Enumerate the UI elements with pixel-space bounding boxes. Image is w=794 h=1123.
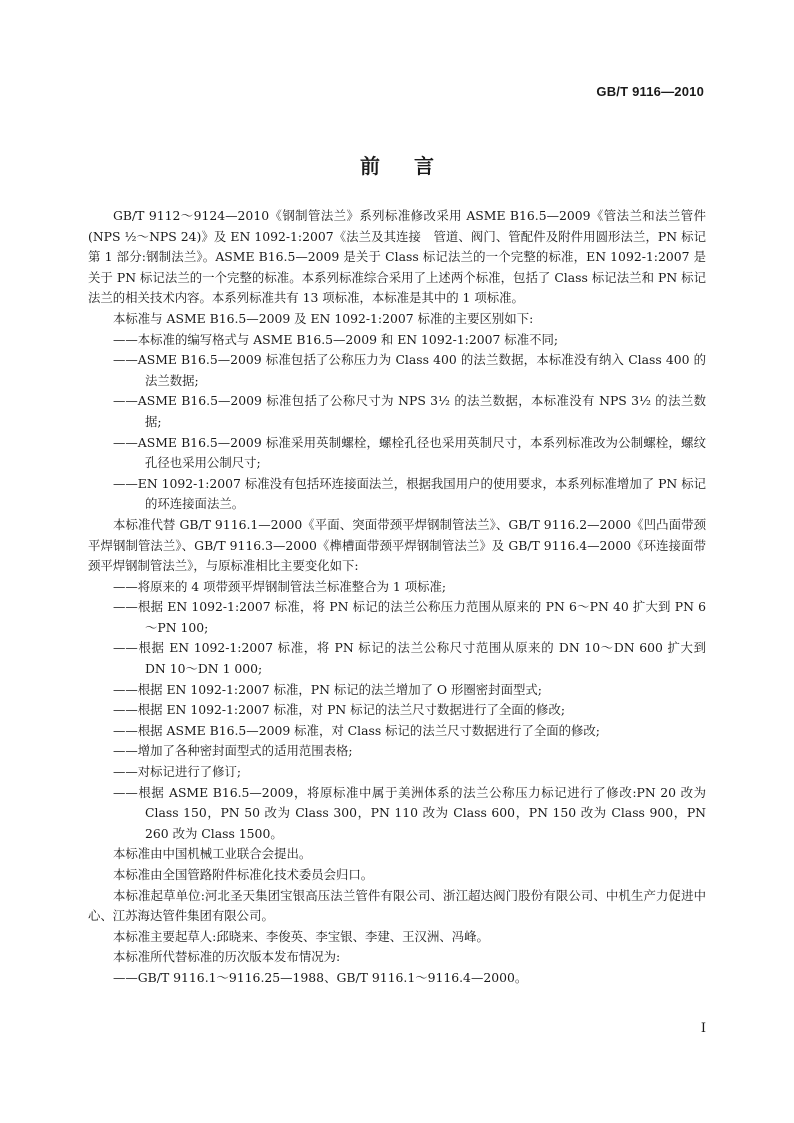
paragraph-differences: 本标准与 ASME B16.5—2009 及 EN 1092-1:2007 标准的主要区别如下: bbox=[113, 310, 534, 326]
paragraph-intro: GB/T 9112～9124—2010《钢制管法兰》系列标准修改采用 ASME B16.5—2009《管法兰和法兰管件(NPS ½～NPS 24)》及 EN 1092-1:2007《法兰及其连接 管道、阀门、管配件及附件用圆形法兰，PN 标记 第 1 部分:钢制法兰》。ASME B16.5—2009 是关于 Class 标记法兰的一个完整的标准，EN 1092-1:2007 是关于 PN 标记法兰的一个完整的标准。本系列标准综合采用了上述两个标准，包括了 Class 标记法兰和 PN 标记法兰的相关技术内容。本系列标准共有 13 项标准，本标准是其中的 1 项标准。 bbox=[88, 208, 719, 306]
list-item: ——增加了各种密封面型式的适用范围表格; bbox=[113, 743, 353, 759]
list-item: ——根据 EN 1092-1:2007 标准，将 PN 标记的法兰公称尺寸范围从原来的 DN 10～DN 600 扩大到 DN 10～DN 1 000; bbox=[113, 640, 706, 677]
list-item: ——根据 EN 1092-1:2007 标准，将 PN 标记的法兰公称压力范围从原来的 PN 6～PN 40 扩大到 PN 6～PN 100; bbox=[113, 599, 706, 635]
list-item: ——ASME B16.5—2009 标准包括了公称尺寸为 NPS 3½ 的法兰数据，本标准没有 NPS 3½ 的法兰数据; bbox=[113, 393, 706, 429]
list-item: ——EN 1092-1:2007 标准没有包括环连接面法兰，根据我国用户的使用要求，本系列标准增加了 PN 标记的环连接面法兰。 bbox=[113, 475, 706, 512]
list-item: ——ASME B16.5—2009 标准采用英制螺栓，螺栓孔径也采用英制尺寸，本系列标准改为公制螺栓，螺纹孔径也采用公制尺寸; bbox=[113, 434, 706, 471]
paragraph-drafters: 本标准主要起草人:邱晓来、李俊英、李宝银、李建、王汉洲、冯峰。 bbox=[113, 928, 489, 944]
page-title: 前言 bbox=[360, 154, 468, 178]
page-number: I bbox=[700, 1021, 706, 1036]
list-item: ——根据 ASME B16.5—2009，将原标准中属于美洲体系的法兰公称压力标记进行了修改:PN 20 改为 Class 150，PN 50 改为 Class 300，PN 110 改为 Class 600，PN 150 改为 Class 900，PN 260 改为 Class 1500。 bbox=[113, 784, 706, 841]
paragraph-history: 本标准所代替标准的历次版本发布情况为: bbox=[113, 949, 341, 965]
list-item: ——GB/T 9116.1～9116.25—1988、GB/T 9116.1～9116.4—2000。 bbox=[113, 969, 528, 985]
list-item: ——本标准的编写格式与 ASME B16.5—2009 和 EN 1092-1:2007 标准不同; bbox=[113, 331, 559, 347]
list-item: ——根据 EN 1092-1:2007 标准，PN 标记的法兰增加了 O 形圈密封面型式; bbox=[113, 681, 542, 697]
list-item: ——根据 EN 1092-1:2007 标准，对 PN 标记的法兰尺寸数据进行了全面的修改; bbox=[113, 702, 566, 718]
list-item: ——ASME B16.5—2009 标准包括了公称压力为 Class 400 的法兰数据，本标准没有纳入 Class 400 的法兰数据; bbox=[113, 352, 706, 388]
paragraph-drafting-units: 本标准起草单位:河北圣天集团宝银高压法兰管件有限公司、浙江超达阀门股份有限公司、中机生产力促进中心、江苏海达管件集团有限公司。 bbox=[88, 887, 706, 924]
paragraph-replaces: 本标准代替 GB/T 9116.1—2000《平面、突面带颈平焊钢制管法兰》、GB/T 9116.2—2000《凹凸面带颈平焊钢制管法兰》、GB/T 9116.3—2000《榫槽面带颈平焊钢制管法兰》及 GB/T 9116.4—2000《环连接面带颈平焊钢制管法兰》，与原标准相比主要变化如下: bbox=[88, 516, 706, 574]
paragraph-centralized: 本标准由全国管路附件标准化技术委员会归口。 bbox=[113, 867, 374, 882]
list-item: ——将原来的 4 项带颈平焊钢制管法兰标准整合为 1 项标准; bbox=[113, 578, 447, 594]
list-item: ——根据 ASME B16.5—2009 标准，对 Class 标记的法兰尺寸数据进行了全面的修改; bbox=[113, 722, 600, 738]
standard-code: GB/T 9116—2010 bbox=[596, 84, 704, 99]
paragraph-proposed: 本标准由中国机械工业联合会提出。 bbox=[113, 846, 312, 862]
foreword-body bbox=[88, 206, 719, 989]
list-item: ——对标记进行了修订; bbox=[113, 764, 242, 780]
